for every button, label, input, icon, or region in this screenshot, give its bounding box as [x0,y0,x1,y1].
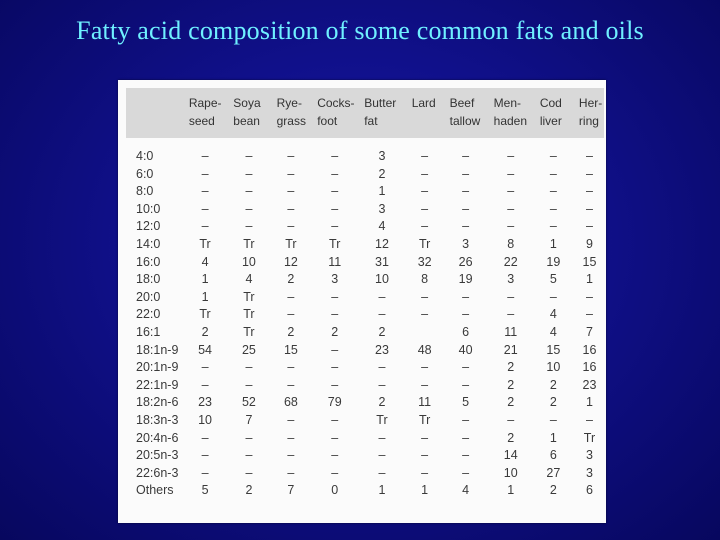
column-header-line: grass [276,114,306,128]
column-header-line: liver [539,114,562,128]
table-cell: – [462,184,470,199]
fatty-acid-label: 20:4n-6 [136,430,179,445]
table-cell: – [201,465,209,480]
column-header-line: Men- [493,96,521,110]
table-cell: – [331,448,339,463]
table-cell: Tr [376,412,388,427]
table-cell: 1 [507,483,515,498]
table-cell: 3 [378,201,386,216]
fatty-acid-label: 18:1n-9 [136,342,179,357]
table-cell: – [462,412,470,427]
table-cell: 11 [328,254,342,269]
table-cell: – [378,360,386,375]
column-header-line: Rape- [188,96,222,110]
table-cell: – [331,166,339,181]
table-cell: 21 [503,342,518,357]
table-cell: – [287,377,295,392]
table-cell: 7 [585,324,593,339]
table-cell: 2 [549,377,557,392]
table-cell: – [462,289,470,304]
table-cell: 5 [462,395,470,410]
column-header-line: Soya [233,96,261,110]
table-cell: 27 [546,465,561,480]
table-cell: 2 [245,483,253,498]
table-cell: 23 [582,377,597,392]
table-cell: 6 [549,448,557,463]
table-cell: 16 [582,360,597,375]
table-cell: 23 [375,342,389,357]
table-cell: – [421,307,429,322]
fatty-acid-label: 10:0 [136,201,161,216]
table-cell: – [585,289,593,304]
table-cell: – [201,184,209,199]
table-cell: – [585,184,593,199]
column-header [358,94,405,134]
column-header-line: bean [233,114,260,128]
fatty-acid-label: 22:1n-9 [136,377,179,392]
table-cell: – [585,166,593,181]
table-cell: 11 [504,324,518,339]
table-cell: – [201,219,209,234]
table-row [134,183,606,201]
fatty-acid-label: 22:6n-3 [136,465,179,480]
table-cell: – [287,149,295,163]
table-cell: 11 [418,395,432,410]
table-cell: Tr [243,307,255,322]
fatty-acid-label: 14:0 [136,236,161,251]
table-cell: 26 [458,254,473,269]
table-cell: – [507,219,515,234]
table-cell: 8 [421,272,429,287]
table-row [134,377,606,395]
table-cell: 15 [546,342,561,357]
table-cell: Tr [199,307,211,322]
table-cell: 4 [245,272,253,287]
table-cell: 7 [287,483,295,498]
fatty-acid-label: 4:0 [136,149,154,163]
table-cell: – [331,201,339,216]
column-header-line: ring [578,114,599,128]
table-cell: – [507,166,515,181]
column-header [183,94,227,134]
table-row [134,166,606,184]
table-cell: 0 [331,483,339,498]
column-header [227,94,270,134]
table-cell: – [331,184,339,199]
table-cell: – [331,289,339,304]
fatty-acid-label: 6:0 [136,166,154,181]
table-cell: – [331,377,339,392]
table-cell: – [287,184,295,199]
fatty-acid-label: 20:0 [136,289,161,304]
table-cell: – [201,430,209,445]
table-cell: – [421,430,429,445]
table-cell: – [507,149,515,163]
table-cell: 1 [201,289,209,304]
table-cell: – [378,465,386,480]
table-row [134,482,606,500]
table-cell: 1 [549,236,557,251]
table-cell: – [421,201,429,216]
table-cell: 2 [507,395,515,410]
table-cell: 31 [375,254,389,269]
table-cell: 40 [458,342,473,357]
table-row [134,254,606,272]
fatty-acid-table-card [118,80,606,523]
fatty-acid-label: 22:0 [136,307,161,322]
table-cell: – [462,465,470,480]
table-cell: 25 [241,342,256,357]
table-cell: Tr [199,236,211,251]
table-cell: – [507,307,515,322]
table-cell: 8 [507,236,515,251]
header-spacer-row [134,134,606,148]
column-header-line: haden [493,114,528,128]
table-cell: – [287,430,295,445]
column-header-line: Butter [364,96,397,110]
table-cell: 2 [287,272,295,287]
table-cell: 6 [585,483,593,498]
table-cell: 22 [503,254,518,269]
column-header-line: fat [364,114,378,128]
column-header [488,94,534,134]
table-cell: Tr [329,236,341,251]
table-cell: 19 [546,254,561,269]
table-cell: 52 [241,395,256,410]
table-cell: – [462,219,470,234]
table-row [134,465,606,483]
fatty-acid-label: 16:0 [136,254,161,269]
table-cell: Tr [285,236,297,251]
table-row [134,359,606,377]
table-cell: 5 [549,272,557,287]
table-cell: – [549,219,557,234]
table-cell: – [287,289,295,304]
column-header [534,94,573,134]
table-header-row [134,94,606,134]
table-cell: – [549,184,557,199]
table-row [134,289,606,307]
table-cell: – [462,166,470,181]
table-cell: 10 [503,465,518,480]
table-cell: 1 [201,272,209,287]
table-cell: 68 [283,395,298,410]
table-cell: – [245,360,253,375]
table-cell: Tr [583,430,596,445]
column-header-line: Cocks- [317,96,355,110]
table-cell: 54 [198,342,212,357]
table-cell [406,324,444,342]
table-row [134,218,606,236]
table-cell: 10 [198,412,212,427]
table-row [134,447,606,465]
column-header [444,94,488,134]
table-cell: – [331,360,339,375]
table-cell: – [245,149,253,163]
table-cell: – [331,149,339,163]
table-cell: – [287,465,295,480]
fatty-acid-label: 18:3n-3 [136,412,179,427]
table-cell: – [378,448,386,463]
table-cell: – [462,360,470,375]
fatty-acid-label: 20:5n-3 [136,448,179,463]
table-cell: 15 [582,254,597,269]
table-cell: 4 [549,324,557,339]
table-cell: 2 [201,324,209,339]
table-cell: 2 [378,395,386,410]
table-cell: – [201,149,209,163]
table-cell: – [378,377,386,392]
table-cell: – [421,289,429,304]
column-header-line: Rye- [276,96,302,110]
table-cell: 3 [585,465,593,480]
table-cell: Tr [243,324,255,339]
table-cell: – [462,377,470,392]
fatty-acid-label: 16:1 [136,324,161,339]
column-header-line: Beef [449,96,475,110]
table-cell: 12 [375,236,389,251]
table-cell: – [421,219,429,234]
table-cell: – [331,465,339,480]
table-cell: 19 [458,272,473,287]
table-cell: 2 [507,360,515,375]
table-cell: – [378,307,386,322]
table-cell: 5 [201,483,209,498]
table-cell: – [287,219,295,234]
table-cell: – [507,412,515,427]
table-cell: – [331,430,339,445]
table-cell: 16 [582,342,597,357]
table-cell: 14 [503,448,518,463]
table-cell: – [245,184,253,199]
table-cell: – [549,201,557,216]
table-cell: 15 [283,342,298,357]
table-cell: Tr [243,236,255,251]
table-cell: – [507,201,515,216]
table-cell: – [287,201,295,216]
table-cell: 2 [549,395,557,410]
fatty-acid-table [134,94,606,500]
table-cell: – [331,412,339,427]
table-cell: – [421,448,429,463]
table-cell: – [201,360,209,375]
column-header [271,94,312,134]
table-cell: – [245,201,253,216]
table-cell: – [378,289,386,304]
fatty-acid-label: 20:1n-9 [136,360,179,375]
table-cell: 2 [507,377,515,392]
table-cell: – [421,184,429,199]
table-cell: 48 [417,342,432,357]
table-cell: – [549,166,557,181]
table-cell: – [421,166,429,181]
table-row [134,148,606,166]
table-cell: – [549,149,557,163]
column-header-acid [134,94,183,134]
table-cell: – [585,307,593,322]
table-cell: 1 [549,430,557,445]
table-cell: – [201,377,209,392]
table-cell: – [421,465,429,480]
table-cell: – [585,219,593,234]
table-cell: – [201,448,209,463]
table-cell: 32 [417,254,432,269]
table-cell: – [462,448,470,463]
table-cell: – [245,430,253,445]
slide-title: Fatty acid composition of some common fats and oils [76,16,644,45]
table-cell: 10 [241,254,256,269]
table-cell: 3 [331,272,339,287]
table-cell: 2 [378,324,386,339]
table-cell: – [245,219,253,234]
fatty-acid-label: 8:0 [136,184,154,199]
table-cell: 9 [585,236,593,251]
column-header-line: Lard [411,96,436,110]
table-cell: – [245,465,253,480]
column-header [311,94,358,134]
table-row [134,306,606,324]
table-cell: – [585,149,593,163]
column-header-line: Cod [539,96,562,110]
table-cell: 3 [378,149,386,163]
table-row [134,201,606,219]
table-cell: 2 [331,324,339,339]
table-cell: 2 [287,324,295,339]
table-cell: – [421,377,429,392]
column-header [406,94,444,134]
table-cell: 1 [421,483,429,498]
table-row [134,236,606,254]
table-row [134,430,606,448]
fatty-acid-label: Others [136,483,174,498]
fatty-acid-label: 18:0 [136,272,161,287]
table-cell: 7 [245,412,253,427]
table-cell: – [421,149,429,163]
fatty-acid-label: 18:2n-6 [136,395,179,410]
column-header [573,94,606,134]
column-header-line: Her- [578,96,603,110]
table-cell: – [287,412,295,427]
table-cell: 1 [585,395,593,410]
table-cell: – [287,166,295,181]
table-cell: – [201,201,209,216]
table-row [134,394,606,412]
table-cell: Tr [418,412,431,427]
table-cell: – [462,149,470,163]
table-cell: 4 [549,307,557,322]
table-cell: 4 [201,254,209,269]
table-cell: 23 [198,395,212,410]
table-cell: 6 [462,324,470,339]
table-row [134,342,606,360]
table-cell: – [462,201,470,216]
table-cell: – [331,342,339,357]
table-cell: – [245,448,253,463]
table-cell: – [462,430,470,445]
column-header-line: tallow [449,114,481,128]
table-cell: – [287,307,295,322]
table-row [134,412,606,430]
spacer-cell [134,134,606,148]
table-cell: 1 [378,184,386,199]
table-cell: 1 [378,483,386,498]
fatty-acid-label: 12:0 [136,219,161,234]
table-cell: 2 [378,166,386,181]
table-cell: – [331,219,339,234]
column-header-line: seed [188,114,215,128]
table-cell: 1 [585,272,593,287]
table-row [134,271,606,289]
table-cell: 3 [585,448,593,463]
table-body [134,134,606,500]
table-cell: – [331,307,339,322]
table-cell: 12 [283,254,298,269]
table-cell: – [287,360,295,375]
table-cell: – [585,412,593,427]
table-cell: – [245,166,253,181]
table-cell: – [549,412,557,427]
table-cell: – [549,289,557,304]
table-cell: – [585,201,593,216]
column-header-line: foot [317,114,338,128]
table-cell: – [421,360,429,375]
table-cell: 3 [507,272,515,287]
table-cell: 3 [462,236,470,251]
table-cell: 2 [507,430,515,445]
table-cell: Tr [418,236,431,251]
table-cell: 10 [375,272,389,287]
table-cell: – [462,307,470,322]
table-cell: 4 [378,219,386,234]
table-cell: – [201,166,209,181]
table-cell: 2 [549,483,557,498]
table-cell: – [245,377,253,392]
table-cell: – [507,184,515,199]
table-cell: 10 [546,360,561,375]
table-cell: 4 [462,483,470,498]
table-cell: Tr [243,289,255,304]
table-cell: – [378,430,386,445]
table-cell: 79 [327,395,342,410]
table-row [134,324,606,342]
table-cell: – [287,448,295,463]
table-cell: – [507,289,515,304]
